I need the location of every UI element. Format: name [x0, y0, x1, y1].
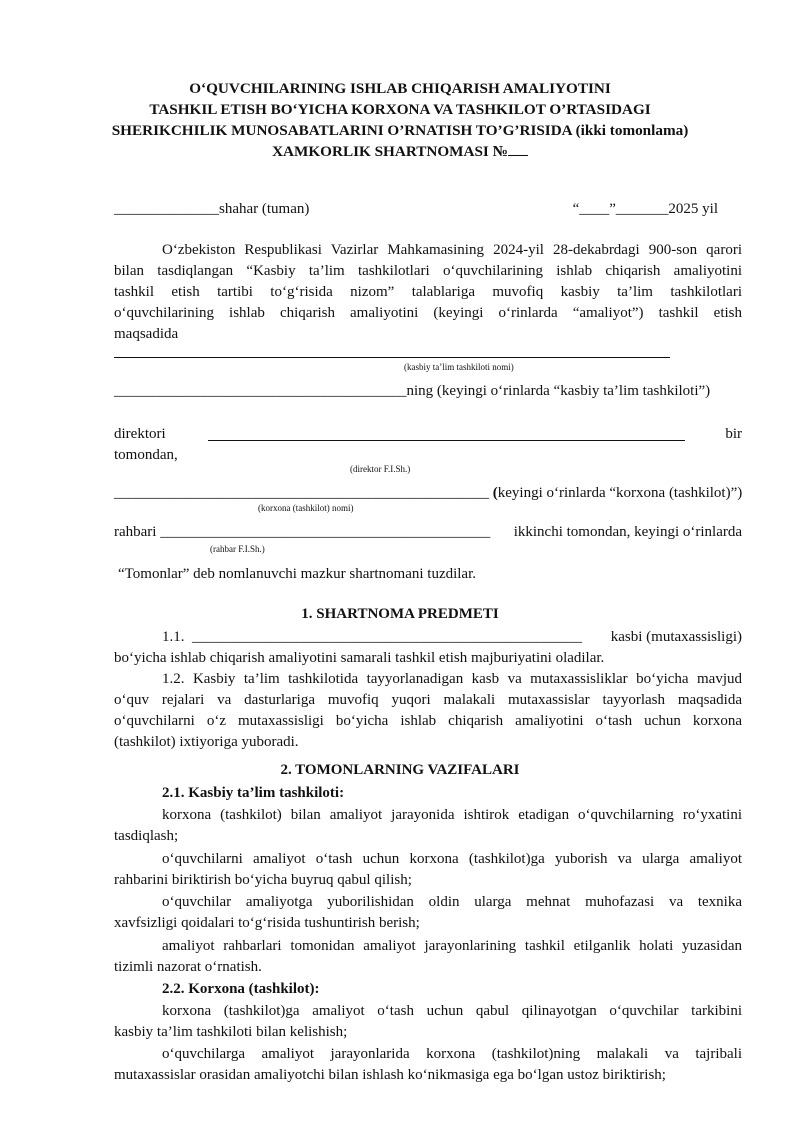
p1-blank: ____________________________________________________: [192, 629, 582, 645]
head-text: ikkinchi tomondan, keyingi o‘rinlarda: [513, 524, 742, 540]
concluded-line: “Tomonlar” deb nomlanuvchi mazkur shartnomani tuzdilar.: [118, 566, 477, 582]
company-paren: (: [492, 485, 498, 501]
company-line: [114, 483, 742, 504]
s1-item-3-line-2: xavfsizligi qoidalari to‘g‘risida tushuntirish berish;: [114, 915, 420, 931]
section-2-sub-2: 2.2. Korxona (tashkilot):: [162, 981, 320, 997]
city-blank: ______________: [114, 201, 219, 217]
section-1-heading: 1. SHARTNOMA PREDMETI: [301, 606, 499, 622]
title-line-2: TASHKIL ETISH BO‘YICHA KORXONA VA TASHKILOT O’RTASIDAGI: [149, 101, 651, 118]
s1-item-4-line-1: amaliyot rahbarlari tomonidan amaliyot jarayonlarining tashkil etilganlik holati yuzasidan: [162, 938, 742, 954]
p1-text: kasbi (mutaxassisligi): [610, 629, 742, 645]
intro-line-4: o‘quvchilarining ishlab chiqarish amaliyotini (keyingi o‘rinlarda “amaliyot”) tashkil etish: [114, 305, 742, 321]
section-1-p2-line-4: (tashkilot) ixtiyoriga yuboradi.: [114, 734, 299, 750]
director-bir: bir: [725, 426, 742, 442]
org-line-blank: _______________________________________: [114, 383, 407, 399]
contract-number-blank: [508, 141, 528, 156]
s1-item-4-line-2: tizimli nazorat o‘rnatish.: [114, 959, 262, 975]
p1-number: 1.1.: [162, 629, 185, 645]
title-line-4: XAMKORLIK SHARTNOMASI №: [60, 141, 740, 162]
city-label: shahar (tuman): [219, 201, 310, 217]
section-1-p2-line-2: o‘quv rejalari va dasturlariga muvofiq yuqori malakali mutaxassislar tayyorlash maqsadida: [114, 692, 742, 708]
head-word: rahbari: [114, 524, 157, 540]
head-line: [114, 522, 742, 543]
section-2-heading: 2. TOMONLARNING VAZIFALARI: [280, 762, 520, 778]
s2-item-2-line-2: mutaxassislar orasidan amaliyotchi bilan ishlash ko‘nikmasiga ega bo‘lgan ustoz biriktirish;: [114, 1067, 666, 1083]
s1-item-1-line-2: tasdiqlash;: [114, 828, 179, 844]
s1-item-2-line-1: o‘quvchilarni amaliyot o‘tash uchun korxona (tashkilot)ga yuborish va ularga amaliyot: [162, 851, 742, 867]
title-line-1: O‘QUVCHILARINING ISHLAB CHIQARISH AMALIYOTINI: [189, 80, 611, 97]
company-caption: (korxona (tashkilot) nomi): [258, 503, 354, 513]
section-1-p1-line-2: bo‘yicha ishlab chiqarish amaliyotini samarali tashkil etish majburiyatini oladilar.: [114, 650, 605, 666]
place-date-line: [114, 199, 742, 220]
section-1-p2-line-3: o‘quvchilarni o‘z mutaxassisligi bo‘yicha ishlab chiqarish amaliyotini o‘tash uchun korxona: [114, 713, 742, 729]
director-line: [114, 424, 742, 445]
company-text: keyingi o‘rinlarda “korxona (tashkilot)”): [497, 485, 743, 501]
intro-line-3: tashkil etish tartibi to‘g‘risida nizom” talablariga muvofiq kasbiy ta’lim tashkilotlari: [114, 284, 742, 300]
org-line: [114, 381, 742, 402]
org-line-text: ning (keyingi o‘rinlarda “kasbiy ta’lim tashkiloti”): [406, 383, 711, 399]
intro-line-5: maqsadida: [114, 326, 179, 342]
title-line-3: SHERIKCHILIK MUNOSABATLARINI O’RNATISH TO’G’RISIDA (ikki tomonlama): [111, 122, 689, 139]
s2-item-1-line-1: korxona (tashkilot)ga amaliyot o‘tash uchun qabul qilinayotgan o‘quvchilar tarkibini: [162, 1003, 742, 1019]
company-blank: __________________________________________________: [114, 485, 489, 501]
org-name-blank-line: [114, 357, 670, 358]
org-name-caption: (kasbiy ta’lim tashkiloti nomi): [404, 362, 514, 372]
director-blank-line: [208, 440, 685, 441]
intro-line-1: O‘zbekiston Respublikasi Vazirlar Mahkamasining 2024-yil 28-dekabrdagi 900-son qarori: [162, 242, 742, 258]
s1-item-1-line-1: korxona (tashkilot) bilan amaliyot jarayonida ishtirok etadigan o‘quvchilarning ro‘yxatini: [162, 807, 742, 823]
s1-item-2-line-2: rahbarini biriktirish bo‘yicha buyruq qabul qilish;: [114, 872, 412, 888]
head-blank: ____________________________________________: [160, 524, 491, 540]
section-2-sub-1: 2.1. Kasbiy ta’lim tashkiloti:: [162, 785, 345, 801]
head-caption: (rahbar F.I.Sh.): [210, 544, 265, 554]
section-1-p2-line-1: 1.2. Kasbiy ta’lim tashkilotida tayyorlanadigan kasb va mutaxassisliklar bo‘yicha mavjud: [162, 671, 742, 687]
intro-line-2: bilan tasdiqlangan “Kasbiy ta’lim tashkilotlari o‘quvchilarining ishlab chiqarish amaliyotini: [114, 263, 742, 279]
s2-item-1-line-2: kasbiy ta’lim tashkiloti bilan kelishish;: [114, 1024, 348, 1040]
director-word: direktori: [114, 426, 166, 442]
director-caption: (direktor F.I.Sh.): [350, 464, 411, 474]
date-field: “____”_______2025 yil: [572, 201, 718, 217]
director-tomondan: tomondan,: [114, 447, 178, 463]
s2-item-2-line-1: o‘quvchilarga amaliyot jarayonlarida korxona (tashkilot)ning malakali va tajribali: [162, 1046, 742, 1062]
document-title: [60, 78, 740, 162]
s1-item-3-line-1: o‘quvchilar amaliyotga yuborilishidan oldin ularga mehnat muhofazasi va texnika: [162, 894, 742, 910]
